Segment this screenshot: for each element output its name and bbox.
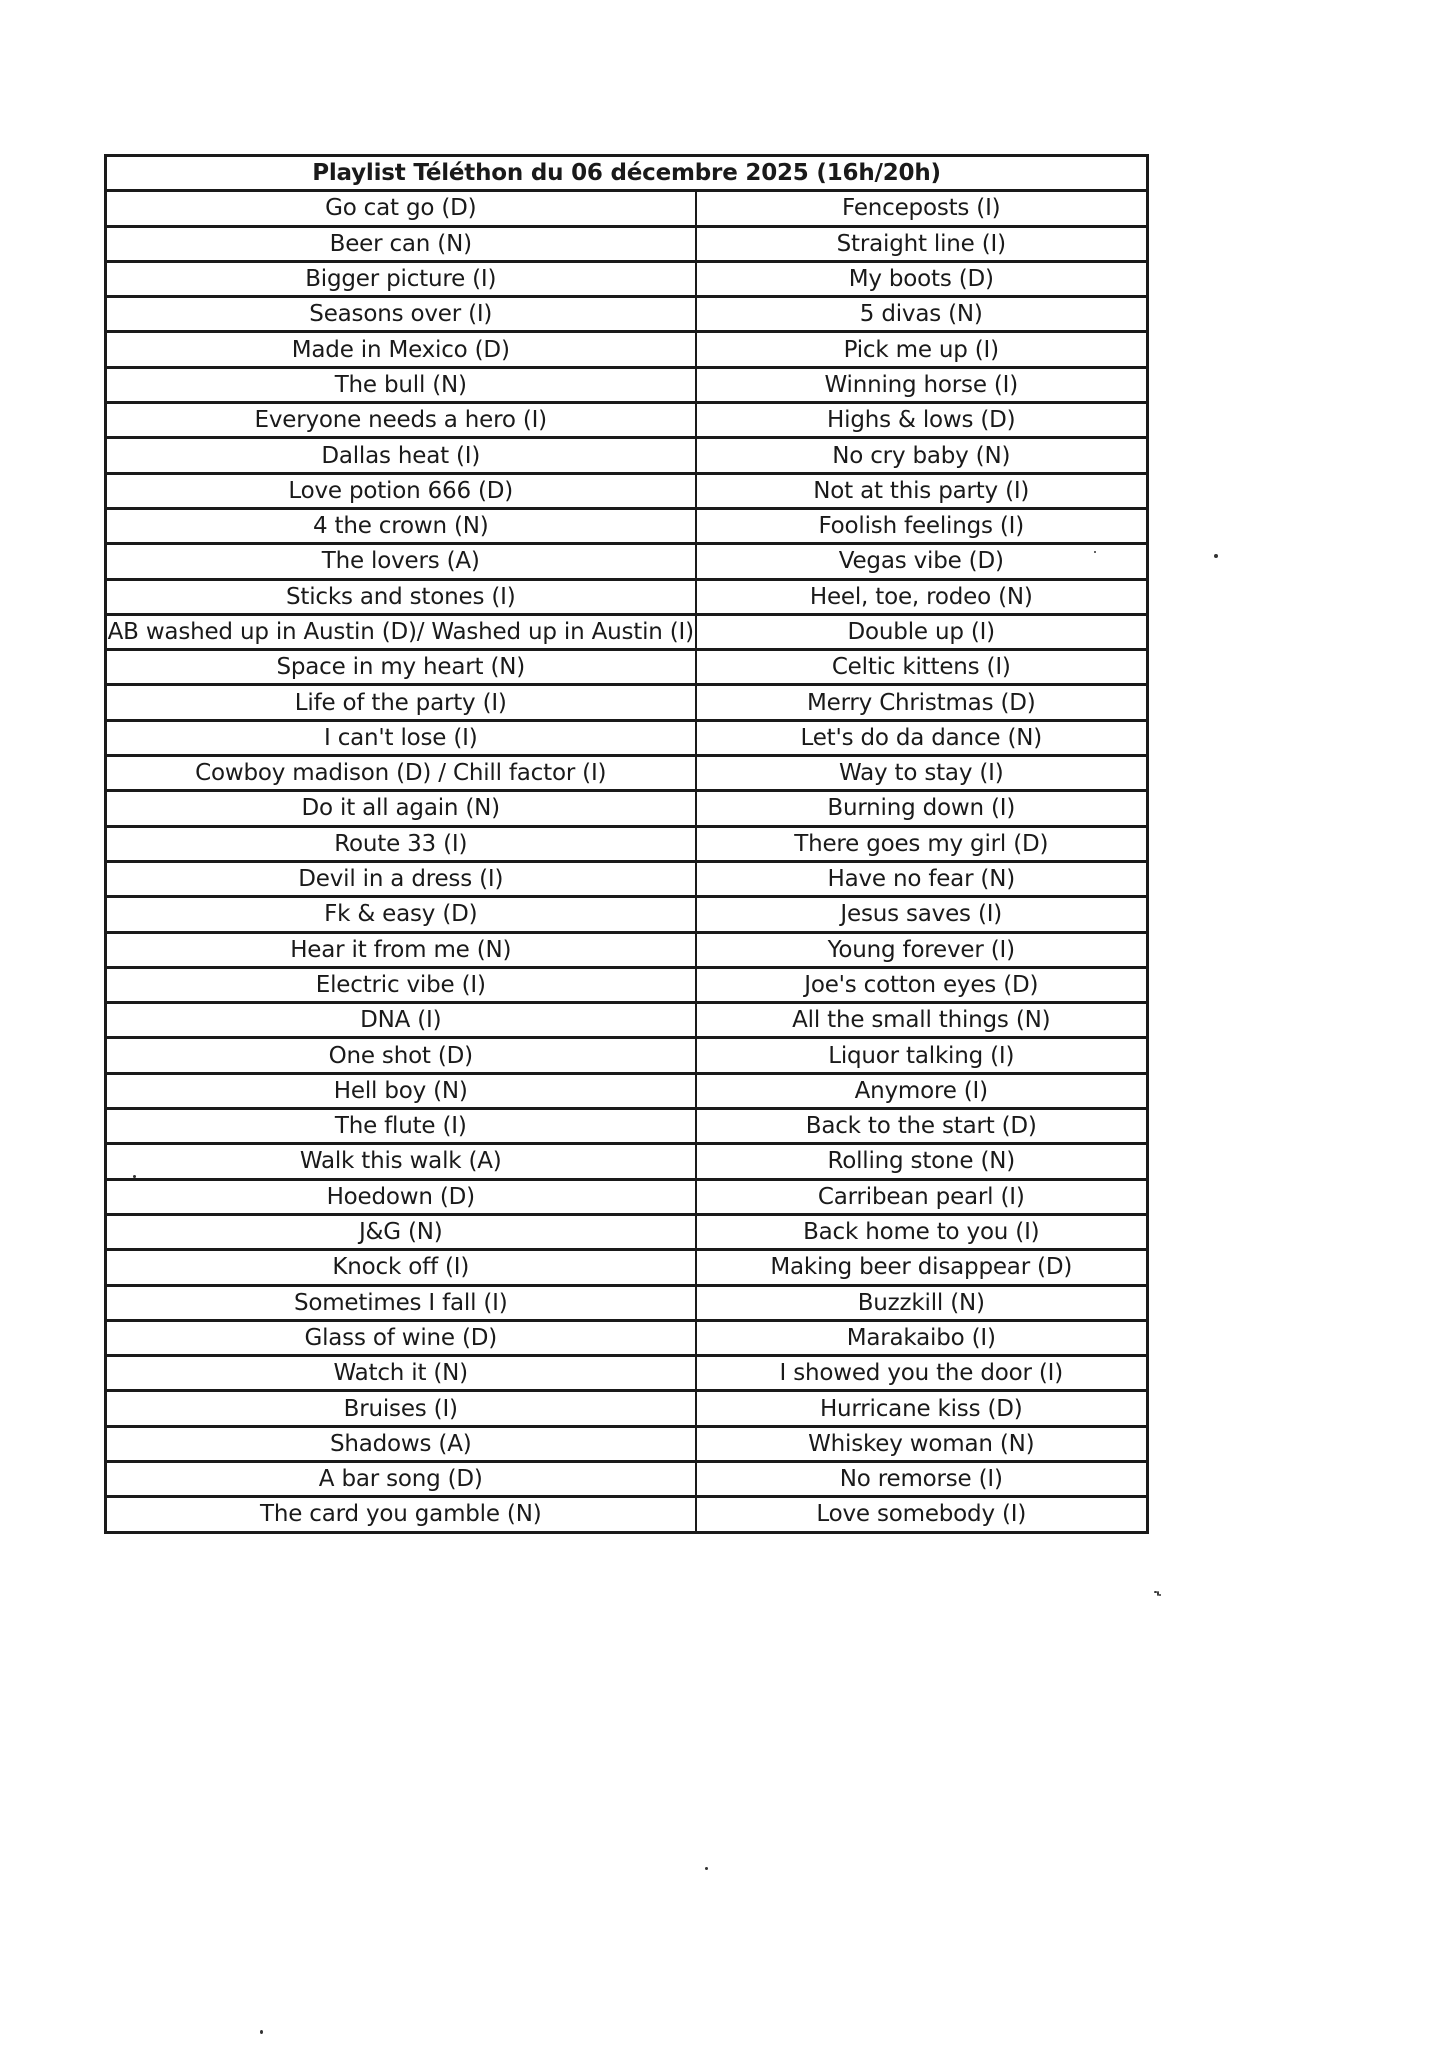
song-right: Highs & lows (D): [696, 403, 1148, 438]
song-right: All the small things (N): [696, 1003, 1148, 1038]
table-row: [106, 650, 1148, 685]
song-left: Route 33 (I): [106, 826, 696, 861]
song-right: Making beer disappear (D): [696, 1250, 1148, 1285]
song-left: Seasons over (I): [106, 297, 696, 332]
table-row: [106, 1214, 1148, 1249]
song-right: Joe's cotton eyes (D): [696, 967, 1148, 1002]
table-row: [106, 756, 1148, 791]
song-left: Bruises (I): [106, 1391, 696, 1426]
song-right: Way to stay (I): [696, 756, 1148, 791]
table-row: [106, 685, 1148, 720]
table-row: [106, 1285, 1148, 1320]
song-right: Back to the start (D): [696, 1109, 1148, 1144]
song-right: Whiskey woman (N): [696, 1426, 1148, 1461]
scan-speck: [705, 1867, 708, 1870]
table-row: [106, 897, 1148, 932]
song-right: Straight line (I): [696, 226, 1148, 261]
song-right: Fenceposts (I): [696, 191, 1148, 226]
table-row: [106, 1073, 1148, 1108]
scan-speck: [1157, 1591, 1159, 1596]
table-row: [106, 191, 1148, 226]
song-left: Hear it from me (N): [106, 932, 696, 967]
table-row: [106, 261, 1148, 296]
table-row: [106, 614, 1148, 649]
song-left: J&G (N): [106, 1214, 696, 1249]
table-row: [106, 332, 1148, 367]
song-right: Heel, toe, rodeo (N): [696, 579, 1148, 614]
song-left: Made in Mexico (D): [106, 332, 696, 367]
song-left: Go cat go (D): [106, 191, 696, 226]
song-right: No cry baby (N): [696, 438, 1148, 473]
song-left: The bull (N): [106, 367, 696, 402]
song-left: DNA (I): [106, 1003, 696, 1038]
song-left: Walk this walk (A): [106, 1144, 696, 1179]
table-row: [106, 1038, 1148, 1073]
table-row: [106, 1179, 1148, 1214]
playlist-table: [104, 154, 1149, 1534]
playlist-rows: [106, 191, 1148, 1532]
song-left: Beer can (N): [106, 226, 696, 261]
song-left: Dallas heat (I): [106, 438, 696, 473]
song-right: Love somebody (I): [696, 1497, 1148, 1532]
song-left: Devil in a dress (I): [106, 861, 696, 896]
table-row: [106, 1320, 1148, 1355]
song-left: Watch it (N): [106, 1356, 696, 1391]
song-left: Sometimes I fall (I): [106, 1285, 696, 1320]
song-left: Everyone needs a hero (I): [106, 403, 696, 438]
song-left: Shadows (A): [106, 1426, 696, 1461]
song-right: Liquor talking (I): [696, 1038, 1148, 1073]
table-row: [106, 1497, 1148, 1532]
song-right: Pick me up (I): [696, 332, 1148, 367]
song-left: Do it all again (N): [106, 791, 696, 826]
table-row: [106, 226, 1148, 261]
song-right: There goes my girl (D): [696, 826, 1148, 861]
table-row: [106, 861, 1148, 896]
song-left: One shot (D): [106, 1038, 696, 1073]
song-right: Carribean pearl (I): [696, 1179, 1148, 1214]
scan-speck: [1094, 551, 1096, 553]
song-left: The lovers (A): [106, 544, 696, 579]
scan-speck: [260, 2030, 263, 2034]
song-right: My boots (D): [696, 261, 1148, 296]
table-row: [106, 826, 1148, 861]
scan-speck: [1214, 554, 1218, 558]
song-right: I showed you the door (I): [696, 1356, 1148, 1391]
song-right: Anymore (I): [696, 1073, 1148, 1108]
song-right: Vegas vibe (D): [696, 544, 1148, 579]
table-row: [106, 720, 1148, 755]
song-right: Rolling stone (N): [696, 1144, 1148, 1179]
table-row: [106, 1461, 1148, 1496]
song-right: No remorse (I): [696, 1461, 1148, 1496]
song-left: AB washed up in Austin (D)/ Washed up in Austin (I): [106, 614, 696, 649]
song-right: Not at this party (I): [696, 473, 1148, 508]
song-left: Glass of wine (D): [106, 1320, 696, 1355]
song-left: Fk & easy (D): [106, 897, 696, 932]
song-left: Space in my heart (N): [106, 650, 696, 685]
table-row: [106, 1426, 1148, 1461]
song-right: Double up (I): [696, 614, 1148, 649]
table-row: [106, 1356, 1148, 1391]
table-row: [106, 1109, 1148, 1144]
song-right: 5 divas (N): [696, 297, 1148, 332]
song-right: Hurricane kiss (D): [696, 1391, 1148, 1426]
song-right: Back home to you (I): [696, 1214, 1148, 1249]
table-row: [106, 473, 1148, 508]
table-header-row: [106, 156, 1148, 191]
song-left: Love potion 666 (D): [106, 473, 696, 508]
song-left: The flute (I): [106, 1109, 696, 1144]
song-right: Young forever (I): [696, 932, 1148, 967]
scan-speck: [133, 1175, 136, 1178]
table-row: [106, 967, 1148, 1002]
song-right: Celtic kittens (I): [696, 650, 1148, 685]
song-left: I can't lose (I): [106, 720, 696, 755]
song-right: Winning horse (I): [696, 367, 1148, 402]
table-row: [106, 1250, 1148, 1285]
song-left: Life of the party (I): [106, 685, 696, 720]
song-left: A bar song (D): [106, 1461, 696, 1496]
table-row: [106, 508, 1148, 543]
song-left: Knock off (I): [106, 1250, 696, 1285]
song-left: Sticks and stones (I): [106, 579, 696, 614]
table-row: [106, 544, 1148, 579]
song-right: Jesus saves (I): [696, 897, 1148, 932]
table-row: [106, 403, 1148, 438]
playlist-title: Playlist Téléthon du 06 décembre 2025 (16h/20h): [106, 156, 1148, 191]
song-left: Cowboy madison (D) / Chill factor (I): [106, 756, 696, 791]
song-left: Electric vibe (I): [106, 967, 696, 1002]
table-row: [106, 1003, 1148, 1038]
song-left: 4 the crown (N): [106, 508, 696, 543]
table-row: [106, 579, 1148, 614]
song-right: Have no fear (N): [696, 861, 1148, 896]
table-row: [106, 932, 1148, 967]
song-right: Let's do da dance (N): [696, 720, 1148, 755]
song-left: Hoedown (D): [106, 1179, 696, 1214]
song-right: Foolish feelings (I): [696, 508, 1148, 543]
table-row: [106, 438, 1148, 473]
table-row: [106, 367, 1148, 402]
table-row: [106, 297, 1148, 332]
song-right: Marakaibo (I): [696, 1320, 1148, 1355]
song-left: Hell boy (N): [106, 1073, 696, 1108]
song-right: Merry Christmas (D): [696, 685, 1148, 720]
table-row: [106, 1144, 1148, 1179]
scan-speck: [1159, 1594, 1161, 1596]
song-left: The card you gamble (N): [106, 1497, 696, 1532]
table-row: [106, 1391, 1148, 1426]
song-left: Bigger picture (I): [106, 261, 696, 296]
song-right: Burning down (I): [696, 791, 1148, 826]
table-row: [106, 791, 1148, 826]
song-right: Buzzkill (N): [696, 1285, 1148, 1320]
